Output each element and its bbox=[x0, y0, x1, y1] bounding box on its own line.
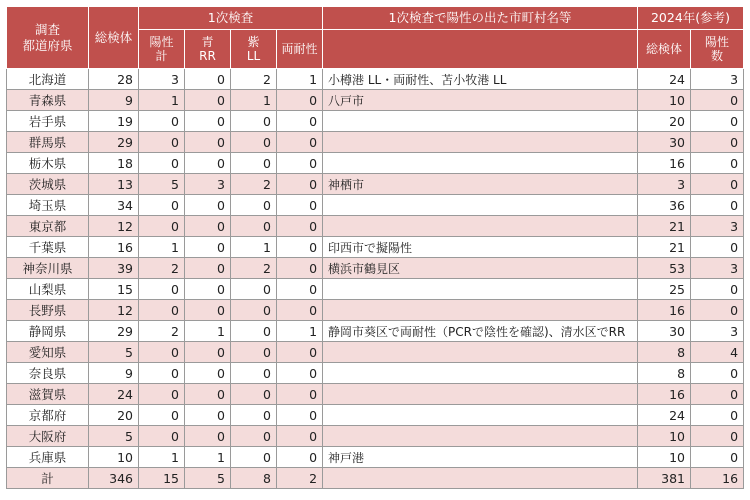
purple-ll-cell: 0 bbox=[231, 321, 277, 342]
ref-total-cell: 30 bbox=[638, 321, 691, 342]
prefecture-cell: 北海道 bbox=[7, 69, 89, 90]
prefecture-cell: 神奈川県 bbox=[7, 258, 89, 279]
both-resistant-cell: 0 bbox=[277, 447, 323, 468]
positive-total-cell: 2 bbox=[139, 321, 185, 342]
total-tested-cell: 5 bbox=[89, 426, 139, 447]
blue-rr-cell: 0 bbox=[185, 132, 231, 153]
purple-ll-cell: 0 bbox=[231, 426, 277, 447]
ref-total-cell: 24 bbox=[638, 69, 691, 90]
header-both-resistant: 両耐性 bbox=[277, 30, 323, 69]
ref-total-cell: 21 bbox=[638, 216, 691, 237]
ref-total-cell: 8 bbox=[638, 363, 691, 384]
prefecture-cell: 滋賀県 bbox=[7, 384, 89, 405]
ref-total-cell: 20 bbox=[638, 111, 691, 132]
positive-total-cell: 3 bbox=[139, 69, 185, 90]
blue-rr-cell: 0 bbox=[185, 279, 231, 300]
blue-rr-cell: 0 bbox=[185, 405, 231, 426]
header-ref-total: 総検体 bbox=[638, 30, 691, 69]
prefecture-cell: 埼玉県 bbox=[7, 195, 89, 216]
purple-ll-cell: 0 bbox=[231, 447, 277, 468]
positive-total-cell: 1 bbox=[139, 237, 185, 258]
header-note-blank bbox=[323, 30, 638, 69]
purple-ll-cell: 2 bbox=[231, 69, 277, 90]
total-tested-cell: 24 bbox=[89, 384, 139, 405]
positive-total-cell: 1 bbox=[139, 90, 185, 111]
purple-ll-cell: 1 bbox=[231, 90, 277, 111]
total-tested-cell: 20 bbox=[89, 405, 139, 426]
prefecture-cell: 群馬県 bbox=[7, 132, 89, 153]
total-tested-cell: 18 bbox=[89, 153, 139, 174]
positive-total-cell: 0 bbox=[139, 342, 185, 363]
total-tested-cell: 28 bbox=[89, 69, 139, 90]
blue-rr-cell: 0 bbox=[185, 342, 231, 363]
purple-ll-cell: 0 bbox=[231, 132, 277, 153]
municipality-note-cell bbox=[323, 216, 638, 237]
ref-positive-cell: 0 bbox=[691, 300, 744, 321]
ref-positive-cell: 3 bbox=[691, 321, 744, 342]
prefecture-cell: 岩手県 bbox=[7, 111, 89, 132]
both-resistant-cell: 0 bbox=[277, 195, 323, 216]
total-tested-cell: 34 bbox=[89, 195, 139, 216]
positive-total-cell: 15 bbox=[139, 468, 185, 489]
total-tested-cell: 10 bbox=[89, 447, 139, 468]
blue-rr-cell: 0 bbox=[185, 195, 231, 216]
municipality-note-cell: 静岡市葵区で両耐性（PCRで陰性を確認)、清水区でRR bbox=[323, 321, 638, 342]
table-row bbox=[7, 447, 744, 468]
prefecture-cell: 千葉県 bbox=[7, 237, 89, 258]
positive-total-cell: 0 bbox=[139, 426, 185, 447]
both-resistant-cell: 1 bbox=[277, 321, 323, 342]
ref-total-cell: 24 bbox=[638, 405, 691, 426]
municipality-note-cell bbox=[323, 405, 638, 426]
table-row bbox=[7, 153, 744, 174]
prefecture-cell: 栃木県 bbox=[7, 153, 89, 174]
municipality-note-cell: 八戸市 bbox=[323, 90, 638, 111]
purple-ll-cell: 0 bbox=[231, 279, 277, 300]
ref-total-cell: 30 bbox=[638, 132, 691, 153]
positive-total-cell: 0 bbox=[139, 195, 185, 216]
prefecture-cell: 兵庫県 bbox=[7, 447, 89, 468]
total-tested-cell: 12 bbox=[89, 216, 139, 237]
ref-positive-cell: 0 bbox=[691, 111, 744, 132]
header-prefecture: 調査 都道府県 bbox=[7, 7, 89, 69]
table-row bbox=[7, 195, 744, 216]
total-tested-cell: 9 bbox=[89, 363, 139, 384]
ref-positive-cell: 0 bbox=[691, 447, 744, 468]
ref-positive-cell: 0 bbox=[691, 132, 744, 153]
total-tested-cell: 15 bbox=[89, 279, 139, 300]
municipality-note-cell: 小樽港 LL・両耐性、苫小牧港 LL bbox=[323, 69, 638, 90]
purple-ll-cell: 0 bbox=[231, 300, 277, 321]
purple-ll-cell: 0 bbox=[231, 342, 277, 363]
municipality-note-cell: 横浜市鶴見区 bbox=[323, 258, 638, 279]
ref-total-cell: 10 bbox=[638, 426, 691, 447]
municipality-note-cell bbox=[323, 132, 638, 153]
total-tested-cell: 346 bbox=[89, 468, 139, 489]
blue-rr-cell: 0 bbox=[185, 300, 231, 321]
positive-total-cell: 2 bbox=[139, 258, 185, 279]
ref-positive-cell: 0 bbox=[691, 363, 744, 384]
both-resistant-cell: 0 bbox=[277, 216, 323, 237]
prefecture-cell: 東京都 bbox=[7, 216, 89, 237]
both-resistant-cell: 0 bbox=[277, 405, 323, 426]
both-resistant-cell: 0 bbox=[277, 111, 323, 132]
total-tested-cell: 29 bbox=[89, 321, 139, 342]
purple-ll-cell: 0 bbox=[231, 153, 277, 174]
ref-total-cell: 381 bbox=[638, 468, 691, 489]
total-tested-cell: 9 bbox=[89, 90, 139, 111]
ref-total-cell: 16 bbox=[638, 300, 691, 321]
prefecture-cell: 奈良県 bbox=[7, 363, 89, 384]
ref-total-cell: 16 bbox=[638, 384, 691, 405]
blue-rr-cell: 0 bbox=[185, 111, 231, 132]
prefecture-cell: 茨城県 bbox=[7, 174, 89, 195]
ref-positive-cell: 4 bbox=[691, 342, 744, 363]
ref-positive-cell: 0 bbox=[691, 426, 744, 447]
ref-total-cell: 25 bbox=[638, 279, 691, 300]
positive-total-cell: 1 bbox=[139, 447, 185, 468]
prefecture-cell: 愛知県 bbox=[7, 342, 89, 363]
table-row bbox=[7, 300, 744, 321]
total-tested-cell: 29 bbox=[89, 132, 139, 153]
municipality-note-cell bbox=[323, 363, 638, 384]
ref-total-cell: 53 bbox=[638, 258, 691, 279]
header-positive-total: 陽性 計 bbox=[139, 30, 185, 69]
blue-rr-cell: 0 bbox=[185, 258, 231, 279]
positive-total-cell: 0 bbox=[139, 279, 185, 300]
table-row bbox=[7, 111, 744, 132]
positive-total-cell: 0 bbox=[139, 300, 185, 321]
ref-total-cell: 10 bbox=[638, 447, 691, 468]
positive-total-cell: 0 bbox=[139, 384, 185, 405]
both-resistant-cell: 0 bbox=[277, 342, 323, 363]
ref-positive-cell: 3 bbox=[691, 69, 744, 90]
table-row bbox=[7, 69, 744, 90]
purple-ll-cell: 0 bbox=[231, 195, 277, 216]
positive-total-cell: 0 bbox=[139, 363, 185, 384]
municipality-note-cell bbox=[323, 300, 638, 321]
header-first-test: 1次検査 bbox=[139, 7, 323, 30]
header-reference-2024: 2024年(参考) bbox=[638, 7, 744, 30]
purple-ll-cell: 2 bbox=[231, 258, 277, 279]
positive-total-cell: 5 bbox=[139, 174, 185, 195]
blue-rr-cell: 1 bbox=[185, 447, 231, 468]
table-row bbox=[7, 174, 744, 195]
municipality-note-cell: 印西市で擬陽性 bbox=[323, 237, 638, 258]
both-resistant-cell: 0 bbox=[277, 153, 323, 174]
purple-ll-cell: 0 bbox=[231, 216, 277, 237]
blue-rr-cell: 0 bbox=[185, 216, 231, 237]
blue-rr-cell: 0 bbox=[185, 153, 231, 174]
table-row bbox=[7, 132, 744, 153]
both-resistant-cell: 0 bbox=[277, 426, 323, 447]
both-resistant-cell: 0 bbox=[277, 363, 323, 384]
table-body bbox=[7, 69, 744, 489]
prefecture-cell: 計 bbox=[7, 468, 89, 489]
municipality-note-cell bbox=[323, 153, 638, 174]
both-resistant-cell: 2 bbox=[277, 468, 323, 489]
ref-positive-cell: 0 bbox=[691, 237, 744, 258]
positive-total-cell: 0 bbox=[139, 153, 185, 174]
municipality-note-cell: 神戸港 bbox=[323, 447, 638, 468]
purple-ll-cell: 1 bbox=[231, 237, 277, 258]
municipality-note-cell bbox=[323, 342, 638, 363]
positive-total-cell: 0 bbox=[139, 216, 185, 237]
municipality-note-cell bbox=[323, 426, 638, 447]
total-row bbox=[7, 468, 744, 489]
blue-rr-cell: 1 bbox=[185, 321, 231, 342]
table-row bbox=[7, 279, 744, 300]
purple-ll-cell: 8 bbox=[231, 468, 277, 489]
blue-rr-cell: 0 bbox=[185, 69, 231, 90]
ref-total-cell: 16 bbox=[638, 153, 691, 174]
blue-rr-cell: 0 bbox=[185, 363, 231, 384]
table-row bbox=[7, 405, 744, 426]
survey-results-table bbox=[6, 6, 744, 489]
ref-positive-cell: 0 bbox=[691, 279, 744, 300]
prefecture-cell: 青森県 bbox=[7, 90, 89, 111]
positive-total-cell: 0 bbox=[139, 405, 185, 426]
municipality-note-cell bbox=[323, 111, 638, 132]
both-resistant-cell: 1 bbox=[277, 69, 323, 90]
table-row bbox=[7, 90, 744, 111]
purple-ll-cell: 0 bbox=[231, 384, 277, 405]
prefecture-cell: 静岡県 bbox=[7, 321, 89, 342]
table-row bbox=[7, 258, 744, 279]
prefecture-cell: 大阪府 bbox=[7, 426, 89, 447]
blue-rr-cell: 5 bbox=[185, 468, 231, 489]
both-resistant-cell: 0 bbox=[277, 300, 323, 321]
ref-total-cell: 3 bbox=[638, 174, 691, 195]
prefecture-cell: 京都府 bbox=[7, 405, 89, 426]
ref-positive-cell: 0 bbox=[691, 195, 744, 216]
header-positive-municipalities: 1次検査で陽性の出た市町村名等 bbox=[323, 7, 638, 30]
both-resistant-cell: 0 bbox=[277, 384, 323, 405]
header-total-tested: 総検体 bbox=[89, 7, 139, 69]
ref-positive-cell: 3 bbox=[691, 258, 744, 279]
ref-positive-cell: 0 bbox=[691, 153, 744, 174]
blue-rr-cell: 0 bbox=[185, 237, 231, 258]
ref-positive-cell: 0 bbox=[691, 174, 744, 195]
purple-ll-cell: 0 bbox=[231, 405, 277, 426]
table-row bbox=[7, 216, 744, 237]
total-tested-cell: 16 bbox=[89, 237, 139, 258]
both-resistant-cell: 0 bbox=[277, 90, 323, 111]
total-tested-cell: 13 bbox=[89, 174, 139, 195]
header-purple-ll: 紫 LL bbox=[231, 30, 277, 69]
municipality-note-cell bbox=[323, 384, 638, 405]
positive-total-cell: 0 bbox=[139, 132, 185, 153]
blue-rr-cell: 0 bbox=[185, 90, 231, 111]
both-resistant-cell: 0 bbox=[277, 174, 323, 195]
total-tested-cell: 39 bbox=[89, 258, 139, 279]
header-ref-positive: 陽性 数 bbox=[691, 30, 744, 69]
ref-positive-cell: 3 bbox=[691, 216, 744, 237]
ref-total-cell: 10 bbox=[638, 90, 691, 111]
ref-positive-cell: 0 bbox=[691, 90, 744, 111]
purple-ll-cell: 2 bbox=[231, 174, 277, 195]
blue-rr-cell: 3 bbox=[185, 174, 231, 195]
header-blue-rr: 青 RR bbox=[185, 30, 231, 69]
both-resistant-cell: 0 bbox=[277, 237, 323, 258]
municipality-note-cell bbox=[323, 195, 638, 216]
blue-rr-cell: 0 bbox=[185, 426, 231, 447]
purple-ll-cell: 0 bbox=[231, 363, 277, 384]
table-row bbox=[7, 237, 744, 258]
both-resistant-cell: 0 bbox=[277, 258, 323, 279]
prefecture-cell: 山梨県 bbox=[7, 279, 89, 300]
ref-positive-cell: 16 bbox=[691, 468, 744, 489]
purple-ll-cell: 0 bbox=[231, 111, 277, 132]
ref-positive-cell: 0 bbox=[691, 405, 744, 426]
ref-positive-cell: 0 bbox=[691, 384, 744, 405]
table-row bbox=[7, 384, 744, 405]
ref-total-cell: 36 bbox=[638, 195, 691, 216]
ref-total-cell: 8 bbox=[638, 342, 691, 363]
table-row bbox=[7, 363, 744, 384]
blue-rr-cell: 0 bbox=[185, 384, 231, 405]
municipality-note-cell bbox=[323, 279, 638, 300]
prefecture-cell: 長野県 bbox=[7, 300, 89, 321]
table-row bbox=[7, 342, 744, 363]
municipality-note-cell bbox=[323, 468, 638, 489]
table-row bbox=[7, 321, 744, 342]
total-tested-cell: 5 bbox=[89, 342, 139, 363]
total-tested-cell: 19 bbox=[89, 111, 139, 132]
both-resistant-cell: 0 bbox=[277, 279, 323, 300]
ref-total-cell: 21 bbox=[638, 237, 691, 258]
municipality-note-cell: 神栖市 bbox=[323, 174, 638, 195]
table-row bbox=[7, 426, 744, 447]
positive-total-cell: 0 bbox=[139, 111, 185, 132]
total-tested-cell: 12 bbox=[89, 300, 139, 321]
both-resistant-cell: 0 bbox=[277, 132, 323, 153]
